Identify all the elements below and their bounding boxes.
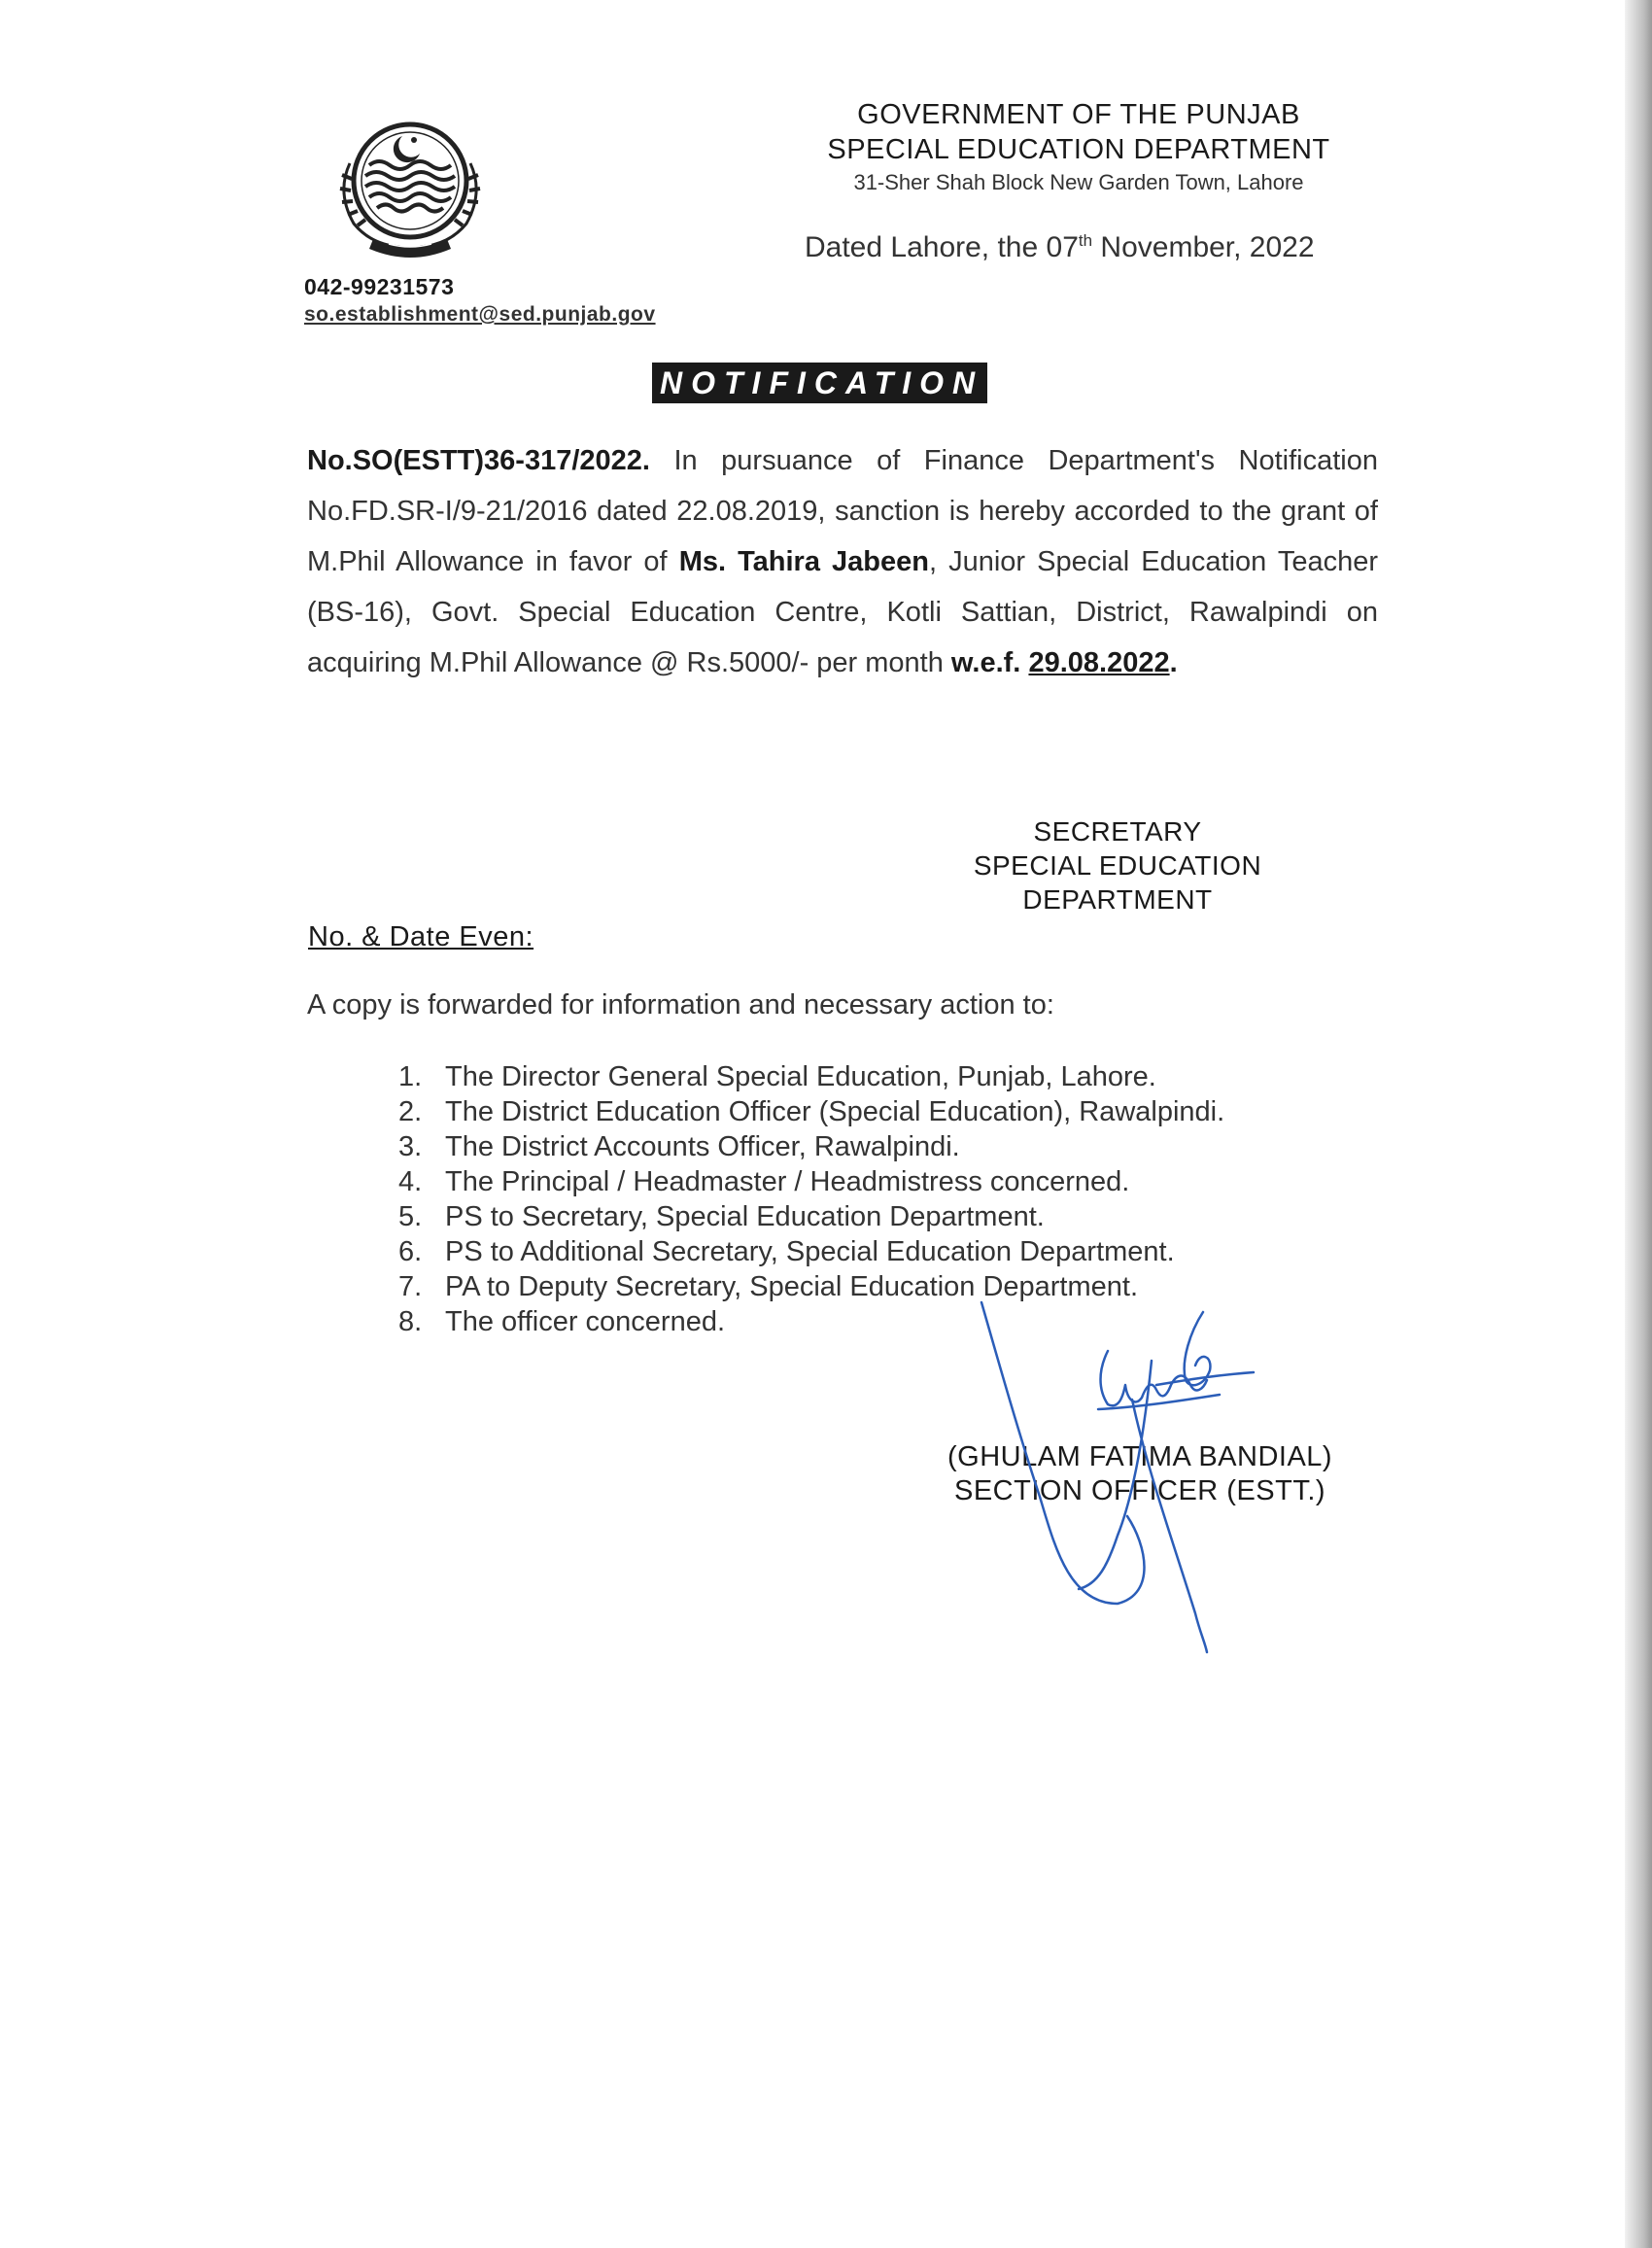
- dated-line: [805, 231, 1315, 264]
- signatory-line-3: DEPARTMENT: [1022, 884, 1213, 915]
- phone-number: 042-99231573: [304, 274, 455, 299]
- dated-suffix: November, 2022: [1092, 231, 1315, 263]
- list-item: [398, 1234, 1224, 1269]
- list-number: 7.: [398, 1271, 423, 1302]
- list-number: 2.: [398, 1096, 423, 1127]
- handwritten-signature: [962, 1293, 1292, 1662]
- signatory-line-1: SECRETARY: [1033, 816, 1202, 847]
- list-number: 4.: [398, 1166, 423, 1197]
- list-number: 1.: [398, 1061, 423, 1092]
- government-name: GOVERNMENT OF THE PUNJAB: [857, 99, 1300, 130]
- punjab-government-emblem-icon: [313, 115, 507, 270]
- employee-name: Ms. Tahira Jabeen: [678, 546, 929, 577]
- section-officer-title: SECTION OFFICER (ESTT.): [954, 1475, 1326, 1506]
- body-text-1: In pursuance of Finance Department's Notification No.FD.SR-I/9-21/2016 dated 22.08.2019, sanction is hereby accorded to the grant of M.Phil Allowance in favor of: [307, 445, 1378, 577]
- copy-forwarded-line: A copy is forwarded for information and necessary action to:: [307, 989, 1054, 1020]
- signatory-line-2: SPECIAL EDUCATION: [973, 850, 1262, 881]
- list-text: PS to Secretary, Special Education Department.: [445, 1201, 1045, 1232]
- secretary-signatory: [933, 814, 1302, 916]
- list-item: [398, 1164, 1224, 1199]
- list-text: The District Accounts Officer, Rawalpindi.: [445, 1131, 960, 1162]
- list-text: PS to Additional Secretary, Special Education Department.: [445, 1236, 1175, 1267]
- list-item: [398, 1129, 1224, 1164]
- dated-superscript: th: [1078, 231, 1093, 250]
- list-text: The Principal / Headmaster / Headmistress concerned.: [445, 1166, 1130, 1197]
- section-officer-name: (GHULAM FATIMA BANDIAL): [947, 1441, 1333, 1472]
- department-address: 31-Sher Shah Block New Garden Town, Lahore: [853, 170, 1304, 194]
- department-name: SPECIAL EDUCATION DEPARTMENT: [827, 134, 1330, 165]
- dated-prefix: Dated Lahore, the 07: [805, 231, 1079, 263]
- list-text: The officer concerned.: [445, 1306, 726, 1337]
- notification-body: [307, 435, 1378, 688]
- list-item: [398, 1094, 1224, 1129]
- list-number: 6.: [398, 1236, 423, 1267]
- body-period: .: [1169, 647, 1178, 678]
- reference-number: No.SO(ESTT)36-317/2022.: [307, 445, 650, 476]
- letterhead: [758, 97, 1399, 198]
- scan-edge-shadow: [1625, 0, 1652, 2248]
- wef-label: w.e.f.: [950, 647, 1021, 678]
- list-text: The Director General Special Education, Punjab, Lahore.: [445, 1061, 1156, 1092]
- list-number: 5.: [398, 1201, 423, 1232]
- number-date-even: No. & Date Even:: [308, 921, 534, 952]
- list-text: PA to Deputy Secretary, Special Education Department.: [445, 1271, 1139, 1302]
- wef-date: 29.08.2022: [1028, 647, 1170, 678]
- list-text: The District Education Officer (Special Education), Rawalpindi.: [445, 1096, 1225, 1127]
- notification-title: NOTIFICATION: [652, 363, 987, 403]
- list-number: 8.: [398, 1306, 423, 1337]
- email-address: so.establishment@sed.punjab.gov: [304, 303, 656, 326]
- body-text-2: , Junior Special Education Teacher (BS-16), Govt. Special Education Centre, Kotli Sattian, District, Rawalpindi on acquiring M.Phil Allowance @ Rs.5000/- per month: [307, 546, 1378, 678]
- list-item: [398, 1059, 1224, 1094]
- list-number: 3.: [398, 1131, 423, 1162]
- list-item: [398, 1199, 1224, 1234]
